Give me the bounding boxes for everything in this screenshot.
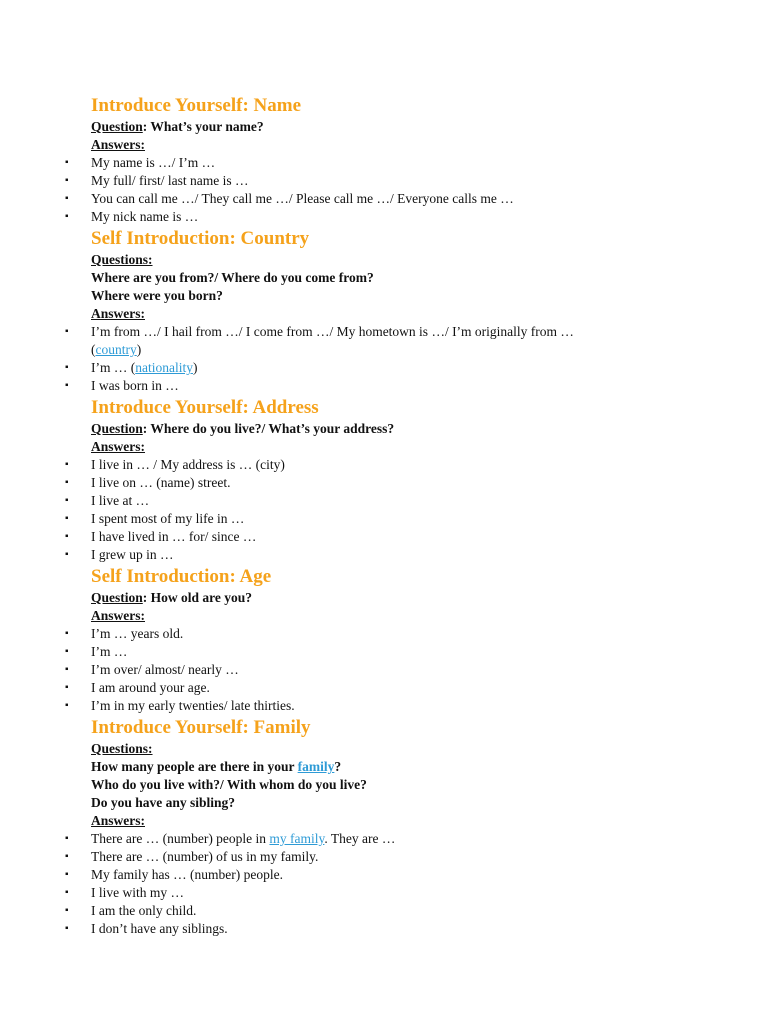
paren-close: ) <box>136 342 142 357</box>
list-item-text: I’m … ( <box>91 360 136 375</box>
question-line: Who do you live with?/ With whom do you live? <box>91 777 367 792</box>
questions-label <box>91 740 768 758</box>
question-line <box>91 758 768 776</box>
answers-label-text: Answers: <box>91 813 145 828</box>
question-line <box>91 420 768 438</box>
answers-label <box>91 438 768 456</box>
country-link[interactable]: country <box>95 342 137 357</box>
answers-label-text: Answers: <box>91 608 145 623</box>
section-age <box>0 564 768 715</box>
list-item: ▪ I have lived in … for/ since … <box>0 528 768 546</box>
list-item: ▪ I am the only child. <box>0 902 768 920</box>
question-text: How many people are there in your <box>91 759 298 774</box>
list-item-text: ) <box>193 360 198 375</box>
list-item: ▪ I live with my … <box>0 884 768 902</box>
list-item: ▪ I spent most of my life in … <box>0 510 768 528</box>
section-family <box>0 715 768 938</box>
answer-list <box>0 323 768 395</box>
list-item: ▪ I live on … (name) street. <box>0 474 768 492</box>
question-label: Question <box>91 421 143 436</box>
list-item: ▪ I live at … <box>0 492 768 510</box>
question-line: Where were you born? <box>91 288 223 303</box>
list-item: ▪ I’m from …/ I hail from …/ I come from …/ My hometown is …/ I’m originally from … <box>0 323 768 341</box>
answers-label <box>91 136 768 154</box>
question-line: Where are you from?/ Where do you come from? <box>91 270 374 285</box>
list-item <box>0 830 768 848</box>
questions-label-text: Questions: <box>91 741 153 756</box>
question-line <box>91 589 768 607</box>
family-link[interactable]: family <box>297 759 335 774</box>
answer-list <box>0 456 768 564</box>
section-name <box>0 93 768 226</box>
list-item: ▪ I live in … / My address is … (city) <box>0 456 768 474</box>
list-item <box>0 359 768 377</box>
section-heading: Introduce Yourself: Address <box>91 397 319 418</box>
list-item: ▪ You can call me …/ They call me …/ Please call me …/ Everyone calls me … <box>0 190 768 208</box>
paren-open: ( <box>91 342 96 357</box>
list-item: ▪ My full/ first/ last name is … <box>0 172 768 190</box>
section-heading: Introduce Yourself: Name <box>91 95 302 116</box>
my-family-link[interactable]: my family <box>269 831 325 846</box>
list-item-text: . They are … <box>324 831 396 846</box>
list-item: ▪ I’m in my early twenties/ late thirties. <box>0 697 768 715</box>
question-label: Question <box>91 590 143 605</box>
list-item: ▪ My nick name is … <box>0 208 768 226</box>
answers-label <box>91 305 768 323</box>
list-item: ▪ I’m … years old. <box>0 625 768 643</box>
list-item: ▪ My family has … (number) people. <box>0 866 768 884</box>
answers-label-text: Answers: <box>91 137 145 152</box>
question-text: : What’s your name? <box>142 119 264 134</box>
list-item: ▪ I don’t have any siblings. <box>0 920 768 938</box>
question-text: : Where do you live?/ What’s your address? <box>142 421 395 436</box>
list-item: ▪ There are … (number) of us in my family. <box>0 848 768 866</box>
section-heading: Introduce Yourself: Family <box>91 717 311 738</box>
list-item-continuation <box>0 341 768 359</box>
questions-label-text: Questions: <box>91 252 153 267</box>
section-country <box>0 226 768 395</box>
answers-label <box>91 812 768 830</box>
list-item: ▪ I grew up in … <box>0 546 768 564</box>
list-item: ▪ I am around your age. <box>0 679 768 697</box>
answer-list <box>0 830 768 938</box>
question-line <box>91 118 768 136</box>
answers-label-text: Answers: <box>91 439 145 454</box>
document-page <box>0 93 768 938</box>
list-item-text: There are … (number) people in <box>91 831 270 846</box>
answers-label-text: Answers: <box>91 306 145 321</box>
answers-label <box>91 607 768 625</box>
list-item: ▪ I’m over/ almost/ nearly … <box>0 661 768 679</box>
list-item: ▪ My name is …/ I’m … <box>0 154 768 172</box>
list-item: ▪ I’m … <box>0 643 768 661</box>
question-text: ? <box>334 759 342 774</box>
question-text: : How old are you? <box>142 590 253 605</box>
question-label: Question <box>91 119 143 134</box>
list-item: ▪ I was born in … <box>0 377 768 395</box>
questions-label <box>91 251 768 269</box>
answer-list <box>0 154 768 226</box>
question-line: Do you have any sibling? <box>91 795 236 810</box>
section-heading: Self Introduction: Country <box>91 228 310 249</box>
answer-list <box>0 625 768 715</box>
section-address <box>0 395 768 564</box>
section-heading: Self Introduction: Age <box>91 566 272 587</box>
nationality-link[interactable]: nationality <box>135 360 193 375</box>
